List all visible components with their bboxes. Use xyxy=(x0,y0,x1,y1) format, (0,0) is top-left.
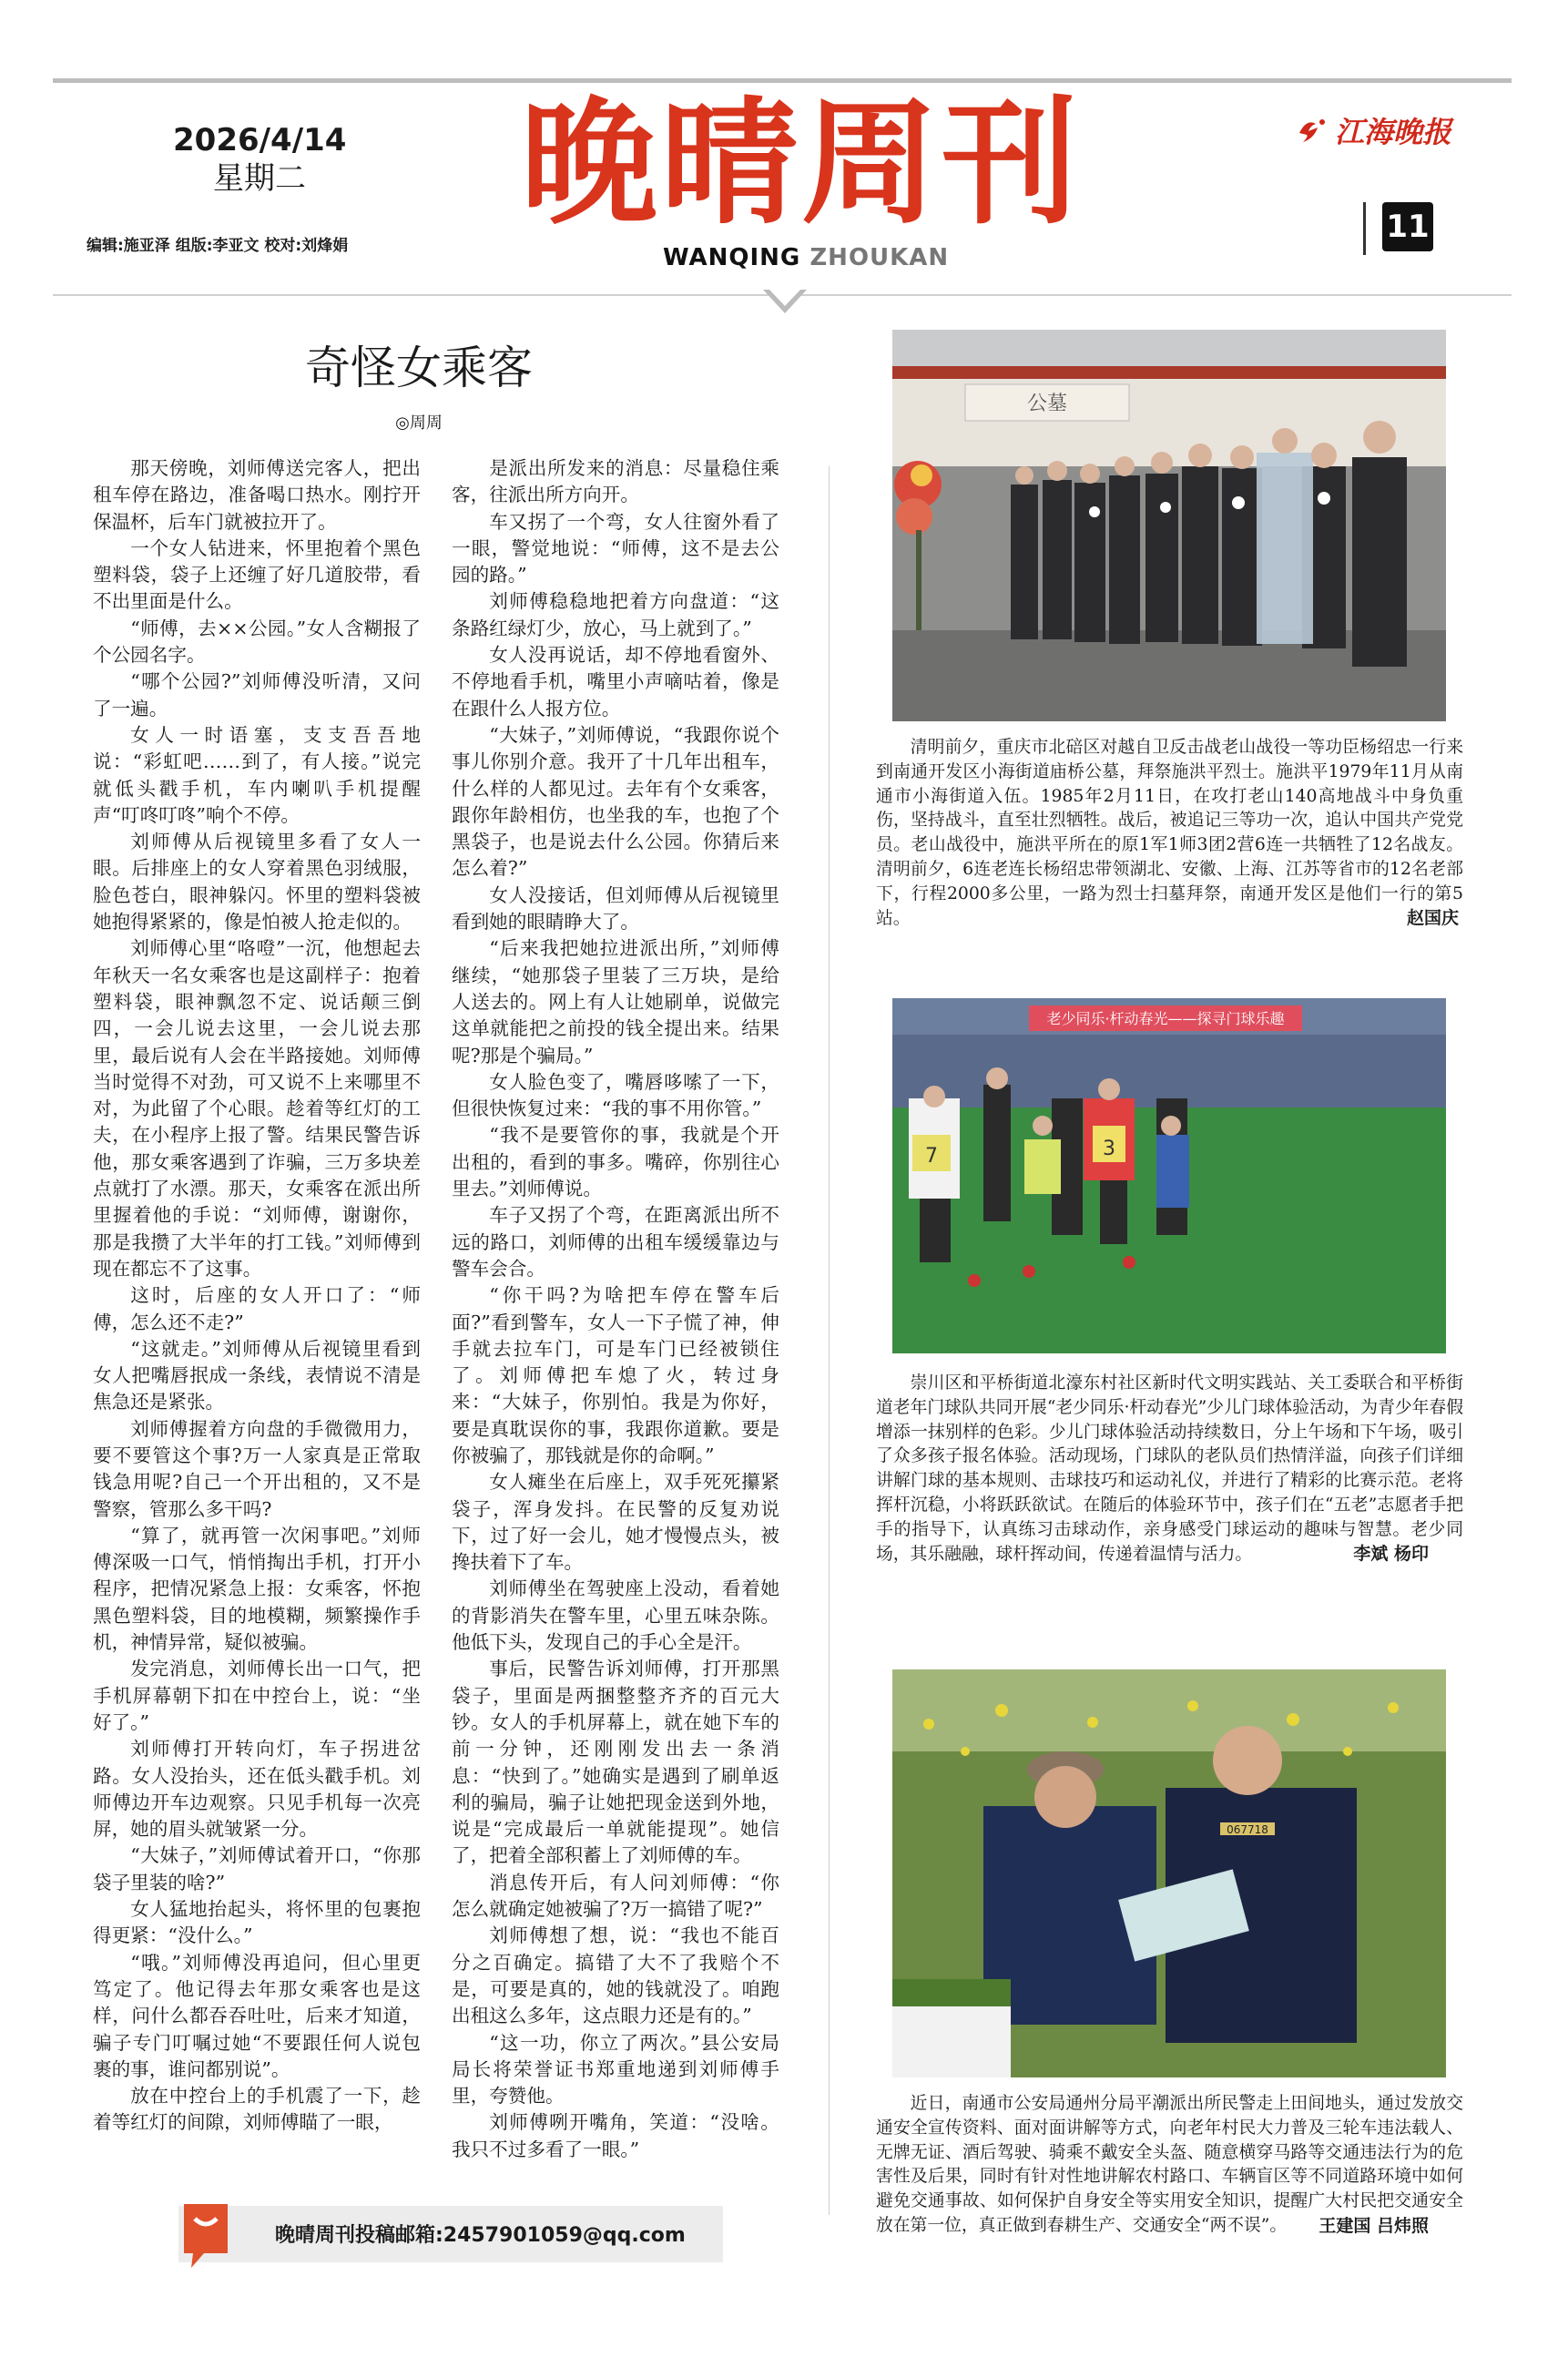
photo-memorial-visit xyxy=(892,330,1446,721)
article-column-1 xyxy=(93,455,421,2137)
photo1-caption xyxy=(876,736,1463,931)
article-author: ◎周周 xyxy=(395,413,443,433)
article-paragraph: “算了，就再管一次闲事吧。”刘师傅深吸一口气，悄悄掏出手机，打开小程序，把情况紧急上报：女乘客，怀抱黑色塑料袋，目的地模糊，频繁操作手机，神情异常，疑似被骗。 xyxy=(93,1524,421,1654)
article-paragraph: 一个女人钻进来，怀里抱着个黑色塑料袋，袋子上还缠了好几道胶带，看不出里面是什么。 xyxy=(93,536,421,613)
article-paragraph: 那天傍晚，刘师傅送完客人，把出租车停在路边，准备喝口热水。刚拧开保温杯，后车门就被拉开了。 xyxy=(93,457,421,533)
photo3-caption xyxy=(876,2092,1463,2239)
article-paragraph: 车子又拐了个弯，在距离派出所不远的路口，刘师傅的出租车缓缓靠边与警车会合。 xyxy=(452,1204,779,1280)
article-paragraph: 女人脸色变了，嘴唇哆嗦了一下，但很快恢复过来：“我的事不用你管。” xyxy=(452,1070,779,1120)
article-paragraph: “哪个公园?”刘师傅没听清，又问了一遍。 xyxy=(93,670,421,720)
police-badge-number: 067718 xyxy=(1227,1823,1268,1836)
photo-police-farmland xyxy=(892,1669,1446,2077)
submission-icon xyxy=(178,2199,233,2271)
article-paragraph: 这时，后座的女人开口了：“师傅，怎么还不走?” xyxy=(93,1284,421,1333)
photo1-byline: 赵国庆 xyxy=(1406,908,1459,929)
article-paragraph: “后来我把她拉进派出所，”刘师傅继续，“她那袋子里装了三万块，是给人送去的。网上有人让她刷单，说做完这单就能把之前投的钱全提出来。结果呢?那是个骗局。” xyxy=(452,937,779,1067)
memorial-sign: 公墓 xyxy=(1026,393,1068,415)
article-paragraph: 女人瘫坐在后座上，双手死死攥紧袋子，浑身发抖。在民警的反复劝说下，过了好一会儿，她才慢慢点头，被搀扶着下了车。 xyxy=(452,1471,779,1574)
article-paragraph: “大妹子，”刘师傅说，“我跟你说个事儿你别介意。我开了十几年出租车，什么样的人都见过。去年有个女乘客，跟你年龄相仿，也坐我的车，也抱了个黑袋子，也是说去什么公园。你猜后来怎么着?” xyxy=(452,723,779,880)
article-paragraph: 刘师傅从后视镜里多看了女人一眼。后排座上的女人穿着黑色羽绒服，脸色苍白，眼神躲闪。怀里的塑料袋被她抱得紧紧的，像是怕被人抢走似的。 xyxy=(93,831,421,934)
header-notch-inner xyxy=(769,290,800,306)
article-paragraph: “这就走。”刘师傅从后视镜里看到女人把嘴唇抿成一条线，表情说不清是焦急还是紧张。 xyxy=(93,1337,421,1414)
article-paragraph: 刘师傅坐在驾驶座上没动，看着她的背影消失在警车里，心里五味杂陈。他低下头，发现自己的手心全是汗。 xyxy=(452,1577,779,1654)
article-paragraph: 刘师傅咧开嘴角，笑道：“没啥。我只不过多看了一眼。” xyxy=(452,2111,779,2160)
article-paragraph: 刘师傅心里“咯噔”一沉，他想起去年秋天一名女乘客也是这副样子：抱着塑料袋，眼神飘忽不定、说话颠三倒四，一会儿说去这里，一会儿说去那里，最后说有人会在半路接她。刘师傅当时觉得不对劲，可又说不上来哪里不对，为此留了个心眼。趁着等红灯的工夫，在小程序上报了警。结果民警告诉他，那女乘客遇到了诈骗，三万多块差点就打了水漂。那天，女乘客在派出所里握着他的手说：“刘师傅，谢谢你，那是我攒了大半年的打工钱。”刘师傅到现在都忘不了这事。 xyxy=(93,937,421,1280)
article-paragraph: 事后，民警告诉刘师傅，打开那黑袋子，里面是两捆整整齐齐的百元大钞。女人的手机屏幕上，就在她下车的前一分钟，还刚刚发出去一条消息：“快到了。”她确实是遇到了刷单返利的骗局，骗子让她把现金送到外地，说是“完成最后一单就能提现”。她信了，把着全部积蓄上了刘师傅的车。 xyxy=(452,1658,779,1867)
article-paragraph: “这一功，你立了两次。”县公安局局长将荣誉证书郑重地递到刘师傅手里，夸赞他。 xyxy=(452,2031,779,2108)
top-rule xyxy=(53,78,1512,83)
article-paragraph: 女人猛地抬起头，将怀里的包裹抱得更紧：“没什么。” xyxy=(93,1898,421,1947)
article-paragraph: 刘师傅打开转向灯，车子拐进岔路。女人没抬头，还在低头戳手机。刘师傅边开车边观察。只见手机每一次亮屏，她的眉头就皱紧一分。 xyxy=(93,1738,421,1841)
photo2-caption xyxy=(876,1372,1463,1567)
photo3-byline: 王建国 吕炜照 xyxy=(1319,2215,1429,2236)
pinyin-light: ZHOUKAN xyxy=(809,244,950,271)
issue-date: 2026/4/14 xyxy=(173,122,347,158)
article-paragraph: 发完消息，刘师傅长出一口气，把手机屏幕朝下扣在中控台上，说：“坐好了。” xyxy=(93,1658,421,1733)
article-paragraph: “你干吗?为啥把车停在警车后面?”看到警车，女人一下子慌了神，伸手就去拉车门，可是车门已经被锁住了。刘师傅把车熄了火，转过身来：“大妹子，你别怕。我是为你好，要是真耽误你的事，我跟你道歉。要是你被骗了，那钱就是你的命啊。” xyxy=(452,1284,779,1466)
article-paragraph: 刘师傅想了想，说：“我也不能百分之百确定。搞错了大不了我赔个不是，可要是真的，她的钱就没了。咱跑出租这么多年，这点眼力还是有的。” xyxy=(452,1924,779,2027)
editor-credits: 编辑:施亚泽 组版:李亚文 校对:刘烽娟 xyxy=(87,237,349,255)
submission-email: 晚晴周刊投稿邮箱:2457901059@qq.com xyxy=(275,2224,686,2247)
article-paragraph: 刘师傅稳稳地把着方向盘道：“这条路红绿灯少，放心，马上就到了。” xyxy=(452,590,779,639)
article-paragraph: 消息传开后，有人问刘师傅：“你怎么就确定她被骗了?万一搞错了呢?” xyxy=(452,1871,779,1921)
bib-number-right: 3 xyxy=(1103,1138,1115,1160)
article-paragraph: 刘师傅握着方向盘的手微微用力，要不要管这个事?万一人家真是正常取钱急用呢?自己一个开出租的，又不是警察，管那么多干吗? xyxy=(93,1417,421,1520)
newspaper-logo: 江海晚报 xyxy=(1335,115,1452,149)
article-paragraph: “大妹子，”刘师傅试着开口，“你那袋子里装的啥?” xyxy=(93,1844,421,1893)
masthead-pinyin xyxy=(663,244,949,271)
photo-gateball-event xyxy=(892,998,1446,1353)
article-paragraph: 女人没接话，但刘师傅从后视镜里看到她的眼睛睁大了。 xyxy=(452,883,779,934)
article-column-2 xyxy=(452,455,779,2163)
article-paragraph: “师傅，去××公园。”女人含糊报了个公园名字。 xyxy=(93,617,421,667)
page-number-divider xyxy=(1363,202,1366,255)
issue-weekday: 星期二 xyxy=(213,160,306,197)
article-paragraph: 女人一时语塞，支支吾吾地说：“彩虹吧……到了，有人接。”说完就低头戳手机，车内喇叭手机提醒声“叮咚叮咚”响个不停。 xyxy=(93,723,421,826)
photo2-byline: 李斌 杨印 xyxy=(1353,1544,1429,1565)
photo3-caption-text: 近日，南通市公安局通州分局平潮派出所民警走上田间地头，通过发放交通安全宣传资料、面对面讲解等方式，向老年村民大力普及三轮车违法载人、无牌无证、酒后驾驶、骑乘不戴安全头盔、随意横穿马路等交通违法行为的危害性及后果，同时有针对性地讲解农村路口、车辆盲区等不同道路环境中如何避免交通事故、如何保护自身安全等实用安全知识，提醒广大村民把交通安全放在第一位，真正做到春耕生产、交通安全“两不误”。 xyxy=(876,2094,1463,2235)
bib-number-left: 7 xyxy=(925,1145,938,1168)
page-number: 11 xyxy=(1382,202,1433,251)
article-title: 奇怪女乘客 xyxy=(305,342,533,394)
photo1-caption-text: 清明前夕，重庆市北碚区对越自卫反击战老山战役一等功臣杨绍忠一行来到南通开发区小海街道庙桥公墓，拜祭施洪平烈士。施洪平1979年11月从南通市小海街道入伍。1985年2月11日，在攻打老山140高地战斗中身负重伤，坚持战斗，直至壮烈牺牲。战后，被追记三等功一次，追认中国共产党党员。老山战役中，施洪平所在的原1军1师3团2营6连一共牺牲了12名战友。清明前夕，6连老连长杨绍忠带领湖北、安徽、上海、江苏等省市的12名老部下，行程2000多公里，一路为烈士扫墓拜祭，南通开发区是他们一行的第5站。 xyxy=(876,738,1463,928)
photo2-caption-text: 崇川区和平桥街道北濠东村社区新时代文明实践站、关工委联合和平桥街道老年门球队共同开展“老少同乐·杆动春光”少儿门球体验活动，为青少年春假增添一抹别样的色彩。少儿门球体验活动持续数日，分上午场和下午场，吸引了众多孩子报名体验。活动现场，门球队的老队员们热情洋溢，向孩子们详细讲解门球的基本规则、击球技巧和运动礼仪，并进行了精彩的比赛示范。老将挥杆沉稳，小将跃跃欲试。在随后的体验环节中，孩子们在“五老”志愿者手把手的指导下，认真练习击球动作，亲身感受门球运动的趣味与智慧。老少同场，其乐融融，球杆挥动间，传递着温情与活力。 xyxy=(876,1373,1463,1564)
pinyin-bold: WANQING xyxy=(663,244,810,271)
article-paragraph: 女人没再说话，却不停地看窗外、不停地看手机，嘴里小声嘀咕着，像是在跟什么人报方位。 xyxy=(452,644,779,720)
article-paragraph: 车又拐了一个弯，女人往窗外看了一眼，警觉地说：“师傅，这不是去公园的路。” xyxy=(452,510,779,587)
event-banner: 老少同乐·杆动春光——探寻门球乐趣 xyxy=(1046,1010,1285,1027)
newspaper-logo-icon xyxy=(1298,115,1329,146)
column-divider xyxy=(829,466,830,2215)
article-paragraph: “我不是要管你的事，我就是个开出租的，看到的事多。嘴碎，你别往心里去。”刘师傅说。 xyxy=(452,1124,779,1200)
article-paragraph: 放在中控台上的手机震了一下，趁着等红灯的间隙，刘师傅瞄了一眼， xyxy=(93,2085,421,2134)
article-paragraph: 是派出所发来的消息：尽量稳住乘客，往派出所方向开。 xyxy=(452,457,779,506)
article-paragraph: “哦。”刘师傅没再追问，但心里更笃定了。他记得去年那女乘客也是这样，问什么都吞吞吐吐，后来才知道，骗子专门叮嘱过她“不要跟任何人说包裹的事，谁问都别说”。 xyxy=(93,1951,421,2080)
masthead-title: 晚晴周刊 xyxy=(520,85,1082,243)
